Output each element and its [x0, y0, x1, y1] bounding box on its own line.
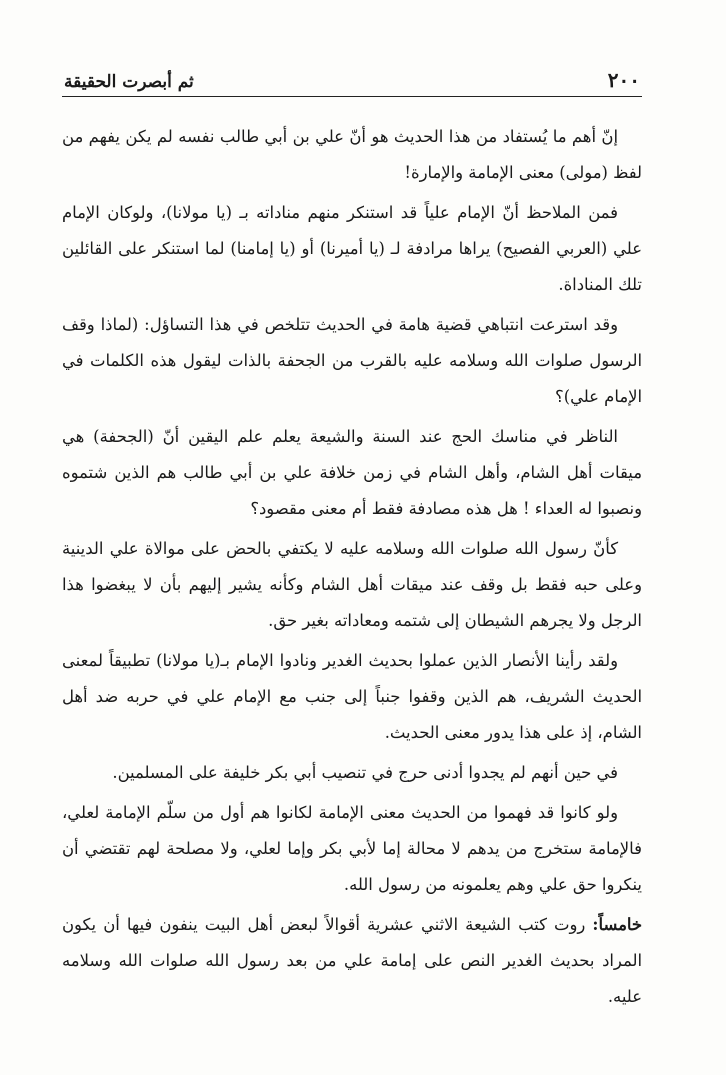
paragraph-9-text: روت كتب الشيعة الاثني عشرية أقوالاً لبعض أهل البيت ينفون فيها أن يكون المراد بحديث الغدير النص على إمامة علي من بعد رسول الله صلوات الله وسلامه عليه. — [62, 915, 642, 1006]
section-lead: خامساً: — [592, 915, 642, 934]
page-body — [62, 119, 642, 1015]
paragraph-4: الناظر في مناسك الحج عند السنة والشيعة يعلم علم اليقين أنّ (الجحفة) هي ميقات أهل الشام، وأهل الشام في زمن خلافة علي بن أبي طالب هم الذين شتموه ونصبوا له العداء ! هل هذه مصادفة فقط أم معنى مقصود؟ — [62, 427, 642, 518]
page-number: ٢٠٠ — [607, 68, 640, 92]
paragraph-2: فمن الملاحظ أنّ الإمام علياً قد استنكر منهم مناداته بـ (يا مولانا)، ولوكان الإمام علي (العربي الفصيح) يراها مرادفة لـ (يا أميرنا) أو (يا إمامنا) لما استنكر على القائلين تلك المناداة. — [62, 203, 642, 294]
paragraph-1: إنّ أهم ما يُستفاد من هذا الحديث هو أنّ علي بن أبي طالب نفسه لم يكن يفهم من لفظ (مولى) معنى الإمامة والإمارة! — [62, 127, 642, 182]
paragraph-3: وقد استرعت انتباهي قضية هامة في الحديث تتلخص في هذا التساؤل: (لماذا وقف الرسول صلوات الله وسلامه عليه بالقرب من الجحفة بالذات ليقول هذه الكلمات في الإمام علي)؟ — [62, 315, 642, 406]
paragraph-6: ولقد رأينا الأنصار الذين عملوا بحديث الغدير ونادوا الإمام بـ(يا مولانا) تطبيقاً لمعنى الحديث الشريف، هم الذين وقفوا جنباً إلى جنب مع الإمام علي في حربه ضد أهل الشام، إذ على هذا يدور معنى الحديث. — [62, 651, 642, 742]
paragraph-8: ولو كانوا قد فهموا من الحديث معنى الإمامة لكانوا هم أول من سلّم الإمامة لعلي، فالإمامة ستخرج من يدهم لا محالة إما لأبي بكر وإما لعلي، ولا مصلحة لهم تقتضي أن ينكروا حق علي وهم يعلمونه من رسول الله. — [62, 803, 642, 894]
paragraph-5: كأنّ رسول الله صلوات الله وسلامه عليه لا يكتفي بالحض على موالاة علي الدينية وعلى حبه فقط بل وقف عند ميقات أهل الشام وكأنه يشير إليهم بأن لا يبغضوا هذا الرجل ولا يجرهم الشيطان إلى شتمه ومعاداته بغير حق. — [62, 539, 642, 630]
paragraph-9 — [62, 907, 642, 1015]
paragraph-7: في حين أنهم لم يجدوا أدنى حرج في تنصيب أبي بكر خليفة على المسلمين. — [112, 763, 618, 782]
page-header — [62, 58, 642, 97]
running-title: ثم أبصرت الحقيقة — [64, 72, 194, 92]
